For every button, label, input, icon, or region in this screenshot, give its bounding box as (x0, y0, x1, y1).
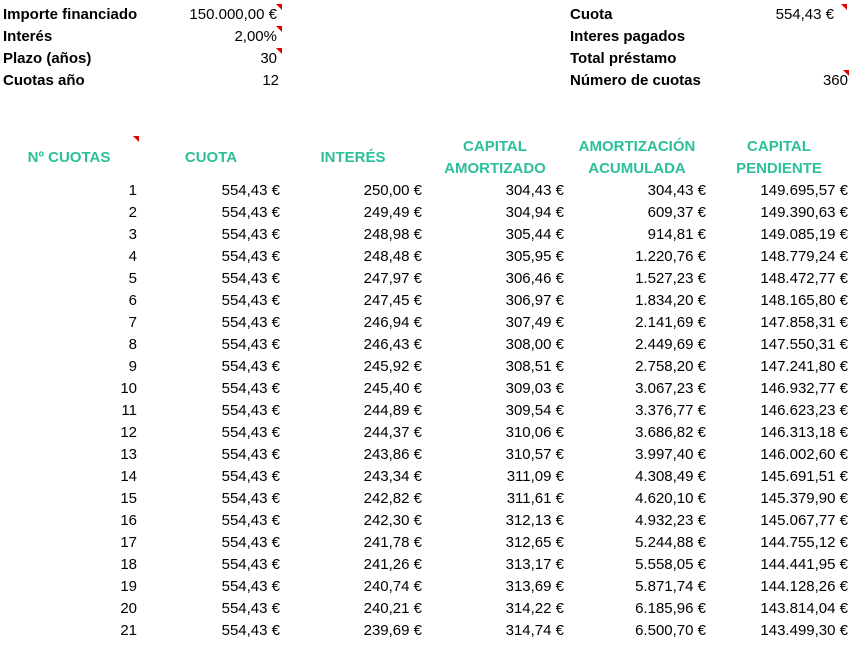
table-row (0, 576, 852, 598)
cell-capital-pendiente[interactable]: 149.695,57 € (760, 182, 848, 199)
cell-numero-cuota[interactable]: 9 (128, 358, 137, 375)
cell-cuota[interactable]: 554,43 € (221, 622, 280, 639)
cell-cuota[interactable]: 554,43 € (221, 182, 280, 199)
comment-indicator-icon[interactable] (841, 4, 847, 10)
cell-numero-cuota[interactable]: 20 (120, 600, 137, 617)
cell-numero-cuota[interactable]: 18 (120, 556, 137, 573)
table-row (0, 356, 852, 378)
cell-cuota[interactable]: 554,43 € (221, 380, 280, 397)
cell-interes[interactable]: 247,45 € (363, 292, 422, 309)
cell-interes[interactable]: 249,49 € (363, 204, 422, 221)
header-capital-amortizado-line1[interactable]: CAPITAL (463, 138, 527, 155)
cell-capital-amortizado[interactable]: 310,06 € (505, 424, 564, 441)
comment-indicator-icon[interactable] (133, 136, 139, 142)
cell-numero-cuota[interactable]: 5 (128, 270, 137, 287)
cell-amortizacion-acumulada[interactable]: 304,43 € (647, 182, 706, 199)
cell-capital-amortizado[interactable]: 304,94 € (505, 204, 564, 221)
cell-cuota[interactable]: 554,43 € (221, 248, 280, 265)
cell-cuota[interactable]: 554,43 € (221, 556, 280, 573)
cell-interes[interactable]: 239,69 € (363, 622, 422, 639)
label-plazo[interactable]: Plazo (años) (3, 50, 92, 67)
header-capital-pendiente-line1[interactable]: CAPITAL (747, 138, 811, 155)
cell-amortizacion-acumulada[interactable]: 6.500,70 € (635, 622, 706, 639)
cell-capital-amortizado[interactable]: 314,22 € (505, 600, 564, 617)
comment-indicator-icon[interactable] (843, 70, 849, 76)
table-row (0, 488, 852, 510)
cell-capital-pendiente[interactable]: 148.165,80 € (760, 292, 848, 309)
cell-cuota[interactable]: 554,43 € (221, 204, 280, 221)
cell-capital-amortizado[interactable]: 313,69 € (505, 578, 564, 595)
cell-interes[interactable]: 248,48 € (363, 248, 422, 265)
cell-interes[interactable]: 247,97 € (363, 270, 422, 287)
table-row (0, 378, 852, 400)
cell-amortizacion-acumulada[interactable]: 1.834,20 € (635, 292, 706, 309)
cell-interes[interactable]: 244,37 € (363, 424, 422, 441)
cell-cuota[interactable]: 554,43 € (221, 424, 280, 441)
cell-numero-cuota[interactable]: 4 (128, 248, 137, 265)
value-plazo[interactable]: 30 (260, 50, 277, 67)
cell-capital-pendiente[interactable]: 147.241,80 € (760, 358, 848, 375)
table-row (0, 598, 852, 620)
cell-capital-amortizado[interactable]: 314,74 € (505, 622, 564, 639)
cell-capital-pendiente[interactable]: 143.499,30 € (760, 622, 848, 639)
value-importe-financiado[interactable]: 150.000,00 € (189, 6, 277, 23)
cell-capital-pendiente[interactable]: 145.379,90 € (760, 490, 848, 507)
cell-amortizacion-acumulada[interactable]: 1.220,76 € (635, 248, 706, 265)
comment-indicator-icon[interactable] (276, 48, 282, 54)
cell-capital-pendiente[interactable]: 149.390,63 € (760, 204, 848, 221)
cell-interes[interactable]: 246,43 € (363, 336, 422, 353)
cell-numero-cuota[interactable]: 8 (128, 336, 137, 353)
cell-interes[interactable]: 246,94 € (363, 314, 422, 331)
header-capital-pendiente-line2[interactable]: PENDIENTE (736, 160, 822, 177)
cell-capital-pendiente[interactable]: 148.472,77 € (760, 270, 848, 287)
cell-numero-cuota[interactable]: 21 (120, 622, 137, 639)
cell-interes[interactable]: 240,21 € (363, 600, 422, 617)
cell-cuota[interactable]: 554,43 € (221, 402, 280, 419)
cell-capital-pendiente[interactable]: 146.313,18 € (760, 424, 848, 441)
value-cuota[interactable]: 554,43 € (775, 6, 834, 23)
cell-numero-cuota[interactable]: 17 (120, 534, 137, 551)
cell-capital-pendiente[interactable]: 149.085,19 € (760, 226, 848, 243)
cell-capital-amortizado[interactable]: 305,95 € (505, 248, 564, 265)
cell-numero-cuota[interactable]: 2 (128, 204, 137, 221)
cell-interes[interactable]: 241,26 € (363, 556, 422, 573)
table-row (0, 202, 852, 224)
table-row (0, 510, 852, 532)
cell-numero-cuota[interactable]: 7 (128, 314, 137, 331)
cell-numero-cuota[interactable]: 12 (120, 424, 137, 441)
cell-interes[interactable]: 242,30 € (363, 512, 422, 529)
cell-numero-cuota[interactable]: 6 (128, 292, 137, 309)
cell-capital-amortizado[interactable]: 309,03 € (505, 380, 564, 397)
cell-cuota[interactable]: 554,43 € (221, 600, 280, 617)
value-numero-cuotas[interactable]: 360 (822, 72, 848, 89)
cell-capital-amortizado[interactable]: 312,13 € (505, 512, 564, 529)
cell-capital-pendiente[interactable]: 143.814,04 € (760, 600, 848, 617)
table-row (0, 620, 852, 642)
label-cuota[interactable]: Cuota (570, 6, 613, 23)
cell-numero-cuota[interactable]: 10 (120, 380, 137, 397)
cell-numero-cuota[interactable]: 16 (120, 512, 137, 529)
label-interes[interactable]: Interés (3, 28, 53, 45)
cell-capital-pendiente[interactable]: 145.691,51 € (760, 468, 848, 485)
cell-interes[interactable]: 242,82 € (363, 490, 422, 507)
cell-amortizacion-acumulada[interactable]: 4.932,23 € (635, 512, 706, 529)
cell-amortizacion-acumulada[interactable]: 914,81 € (647, 226, 706, 243)
cell-capital-amortizado[interactable]: 312,65 € (505, 534, 564, 551)
cell-capital-pendiente[interactable]: 145.067,77 € (760, 512, 848, 529)
cell-cuota[interactable]: 554,43 € (221, 292, 280, 309)
cell-amortizacion-acumulada[interactable]: 1.527,23 € (635, 270, 706, 287)
cell-amortizacion-acumulada[interactable]: 3.686,82 € (635, 424, 706, 441)
label-numero-cuotas[interactable]: Número de cuotas (570, 72, 701, 89)
header-interes[interactable]: INTERÉS (320, 149, 386, 166)
header-amortizacion-acumulada-line1[interactable]: AMORTIZACIÓN (578, 138, 696, 155)
label-total-prestamo[interactable]: Total préstamo (570, 50, 677, 67)
cell-amortizacion-acumulada[interactable]: 3.067,23 € (635, 380, 706, 397)
cell-capital-amortizado[interactable]: 311,61 € (506, 490, 564, 507)
cell-capital-amortizado[interactable]: 310,57 € (505, 446, 564, 463)
cell-cuota[interactable]: 554,43 € (221, 358, 280, 375)
cell-capital-pendiente[interactable]: 146.002,60 € (760, 446, 848, 463)
cell-capital-pendiente[interactable]: 144.128,26 € (760, 578, 848, 595)
cell-interes[interactable]: 244,89 € (363, 402, 422, 419)
cell-cuota[interactable]: 554,43 € (221, 314, 280, 331)
cell-cuota[interactable]: 554,43 € (221, 468, 280, 485)
cell-numero-cuota[interactable]: 19 (120, 578, 137, 595)
cell-numero-cuota[interactable]: 14 (120, 468, 137, 485)
cell-numero-cuota[interactable]: 13 (120, 446, 137, 463)
label-cuotas-ano[interactable]: Cuotas año (3, 72, 85, 89)
cell-capital-pendiente[interactable]: 147.858,31 € (760, 314, 848, 331)
cell-capital-amortizado[interactable]: 306,46 € (505, 270, 564, 287)
cell-capital-pendiente[interactable]: 144.755,12 € (760, 534, 848, 551)
cell-amortizacion-acumulada[interactable]: 2.449,69 € (635, 336, 706, 353)
cell-amortizacion-acumulada[interactable]: 5.871,74 € (635, 578, 706, 595)
comment-indicator-icon[interactable] (276, 26, 282, 32)
table-row (0, 312, 852, 334)
cell-interes[interactable]: 243,86 € (363, 446, 422, 463)
cell-capital-pendiente[interactable]: 146.932,77 € (760, 380, 848, 397)
table-row (0, 554, 852, 576)
cell-interes[interactable]: 241,78 € (363, 534, 422, 551)
cell-interes[interactable]: 243,34 € (363, 468, 422, 485)
cell-capital-pendiente[interactable]: 147.550,31 € (760, 336, 848, 353)
cell-interes[interactable]: 245,40 € (363, 380, 422, 397)
cell-cuota[interactable]: 554,43 € (221, 226, 280, 243)
cell-amortizacion-acumulada[interactable]: 5.558,05 € (635, 556, 706, 573)
header-capital-amortizado-line2[interactable]: AMORTIZADO (444, 160, 546, 177)
cell-amortizacion-acumulada[interactable]: 6.185,96 € (635, 600, 706, 617)
table-row (0, 400, 852, 422)
cell-capital-amortizado[interactable]: 304,43 € (505, 182, 564, 199)
comment-indicator-icon[interactable] (276, 4, 282, 10)
value-cuotas-ano[interactable]: 12 (262, 72, 279, 89)
cell-capital-amortizado[interactable]: 313,17 € (505, 556, 564, 573)
cell-cuota[interactable]: 554,43 € (221, 578, 280, 595)
cell-capital-amortizado[interactable]: 311,09 € (506, 468, 564, 485)
cell-amortizacion-acumulada[interactable]: 3.376,77 € (635, 402, 706, 419)
cell-capital-pendiente[interactable]: 146.623,23 € (760, 402, 848, 419)
cell-interes[interactable]: 248,98 € (363, 226, 422, 243)
header-amortizacion-acumulada-line2[interactable]: ACUMULADA (588, 160, 686, 177)
table-row (0, 246, 852, 268)
label-interes-pagados[interactable]: Interes pagados (570, 28, 686, 45)
cell-amortizacion-acumulada[interactable]: 609,37 € (647, 204, 706, 221)
cell-amortizacion-acumulada[interactable]: 4.308,49 € (635, 468, 706, 485)
cell-cuota[interactable]: 554,43 € (221, 446, 280, 463)
label-importe-financiado[interactable]: Importe financiado (3, 6, 138, 23)
cell-capital-amortizado[interactable]: 305,44 € (505, 226, 564, 243)
cell-capital-pendiente[interactable]: 144.441,95 € (760, 556, 848, 573)
cell-capital-amortizado[interactable]: 308,00 € (505, 336, 564, 353)
table-row (0, 444, 852, 466)
cell-numero-cuota[interactable]: 11 (121, 402, 137, 419)
cell-capital-amortizado[interactable]: 307,49 € (505, 314, 564, 331)
cell-capital-amortizado[interactable]: 308,51 € (505, 358, 564, 375)
cell-numero-cuota[interactable]: 3 (128, 226, 137, 243)
cell-interes[interactable]: 245,92 € (363, 358, 422, 375)
cell-capital-amortizado[interactable]: 309,54 € (505, 402, 564, 419)
table-row (0, 268, 852, 290)
cell-cuota[interactable]: 554,43 € (221, 490, 280, 507)
table-row (0, 224, 852, 246)
cell-cuota[interactable]: 554,43 € (221, 534, 280, 551)
cell-cuota[interactable]: 554,43 € (221, 270, 280, 287)
table-row (0, 290, 852, 312)
table-row (0, 334, 852, 356)
cell-interes[interactable]: 250,00 € (363, 182, 422, 199)
header-numero-cuotas[interactable]: Nº CUOTAS (27, 149, 111, 166)
cell-capital-amortizado[interactable]: 306,97 € (505, 292, 564, 309)
cell-amortizacion-acumulada[interactable]: 5.244,88 € (635, 534, 706, 551)
cell-cuota[interactable]: 554,43 € (221, 512, 280, 529)
cell-amortizacion-acumulada[interactable]: 4.620,10 € (635, 490, 706, 507)
table-row (0, 466, 852, 488)
header-cuota[interactable]: CUOTA (184, 149, 238, 166)
cell-amortizacion-acumulada[interactable]: 3.997,40 € (635, 446, 706, 463)
cell-amortizacion-acumulada[interactable]: 2.758,20 € (635, 358, 706, 375)
cell-numero-cuota[interactable]: 15 (120, 490, 137, 507)
cell-cuota[interactable]: 554,43 € (221, 336, 280, 353)
cell-amortizacion-acumulada[interactable]: 2.141,69 € (635, 314, 706, 331)
cell-numero-cuota[interactable]: 1 (128, 182, 137, 199)
cell-interes[interactable]: 240,74 € (363, 578, 422, 595)
cell-capital-pendiente[interactable]: 148.779,24 € (760, 248, 848, 265)
value-interes[interactable]: 2,00% (234, 28, 277, 45)
table-row (0, 180, 852, 202)
table-row (0, 532, 852, 554)
table-row (0, 422, 852, 444)
